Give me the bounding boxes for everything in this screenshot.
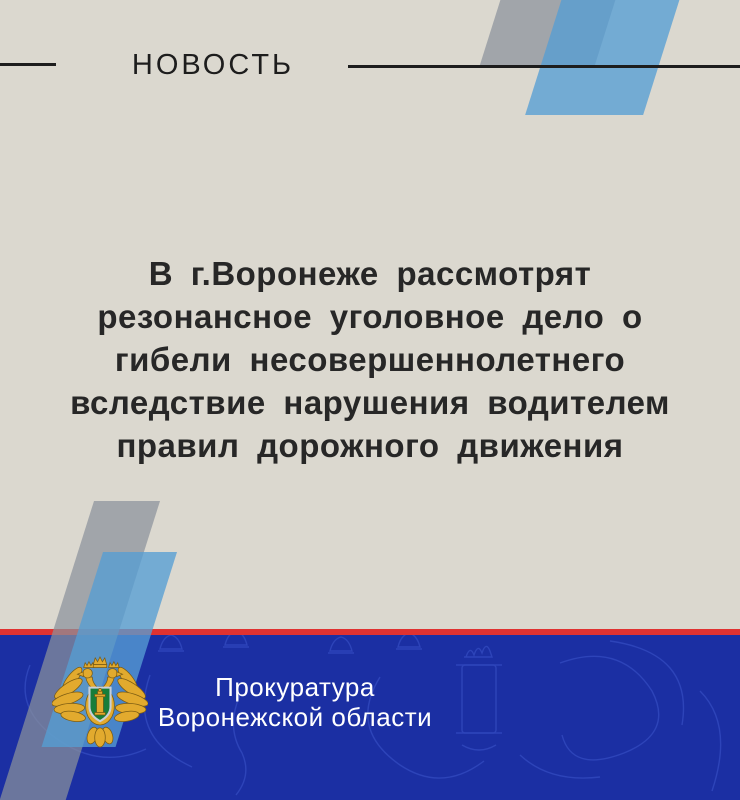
article-headline xyxy=(30,252,710,467)
article-line: вследствие нарушения водителем xyxy=(70,384,670,421)
article-line: резонансное уголовное дело о xyxy=(97,298,643,335)
article-line: правил дорожного движения xyxy=(116,427,624,464)
header-rule-right xyxy=(348,65,740,68)
article-line: В г.Воронеже рассмотрят xyxy=(148,255,592,292)
header-title: НОВОСТЬ xyxy=(131,49,295,81)
footer-org-line1: Прокуратура xyxy=(215,672,375,702)
footer-org-line2: Воронежской области xyxy=(157,702,433,732)
footer-org-name xyxy=(130,672,460,732)
header-rule-left xyxy=(0,63,56,66)
article-line: гибели несовершеннолетнего xyxy=(114,341,626,378)
